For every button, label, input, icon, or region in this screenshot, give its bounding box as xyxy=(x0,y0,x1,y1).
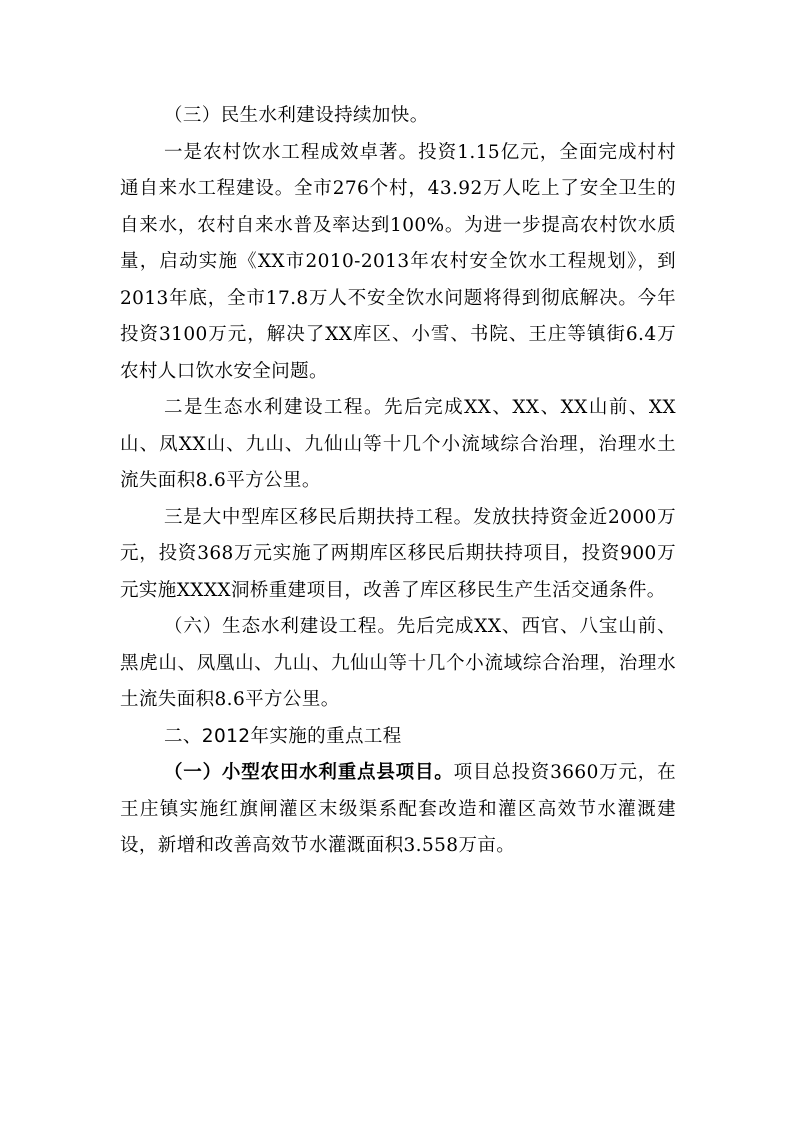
paragraph-reservoir-migrants: 三是大中型库区移民后期扶持工程。发放扶持资金近2000万元，投资368万元实施了两期库区移民后期扶持项目，投资900万元实施XXXX洞桥重建项目，改善了库区移民生产生活交通条件。 xyxy=(120,506,676,601)
paragraph-eco-project-6: （六）生态水利建设工程。先后完成XX、西官、八宝山前、黑虎山、凤凰山、九山、九仙山等十几个小流域综合治理，治理水土流失面积8.6平方公里。 xyxy=(120,616,676,710)
subsection-heading-3: （三）民生水利建设持续加快。 xyxy=(164,105,429,126)
paragraph-eco-water: 二是生态水利建设工程。先后完成XX、XX、XX山前、XX山、凤XX山、九山、九仙山等十几个小流域综合治理，治理水土流失面积8.6平方公里。 xyxy=(120,397,676,491)
paragraph-title: （一）小型农田水利重点县项目。 xyxy=(164,762,454,783)
document-body xyxy=(120,98,676,865)
paragraph-text: 项目总投资3660万元，在王庄镇实施红旗闸灌区末级渠系配套改造和灌区高效节水灌溉建设，新增和改善高效节水灌溉面积3.558万亩。 xyxy=(120,762,676,856)
section-heading: 二、2012年实施的重点工程 xyxy=(164,725,402,747)
paragraph-key-county-project xyxy=(120,755,676,865)
paragraph-rural-water: 一是农村饮水工程成效卓著。投资1.15亿元，全面完成村村通自来水工程建设。全市276个村，43.92万人吃上了安全卫生的自来水，农村自来水普及率达到100%。为进一步提高农村饮水质量，启动实施《XX市2010-2013年农村安全饮水工程规划》，到2013年底，全市17.8万人不安全饮水问题将得到彻底解决。今年投资3100万元，解决了XX库区、小雪、书院、王庄等镇街6.4万农村人口饮水安全问题。 xyxy=(120,141,676,382)
